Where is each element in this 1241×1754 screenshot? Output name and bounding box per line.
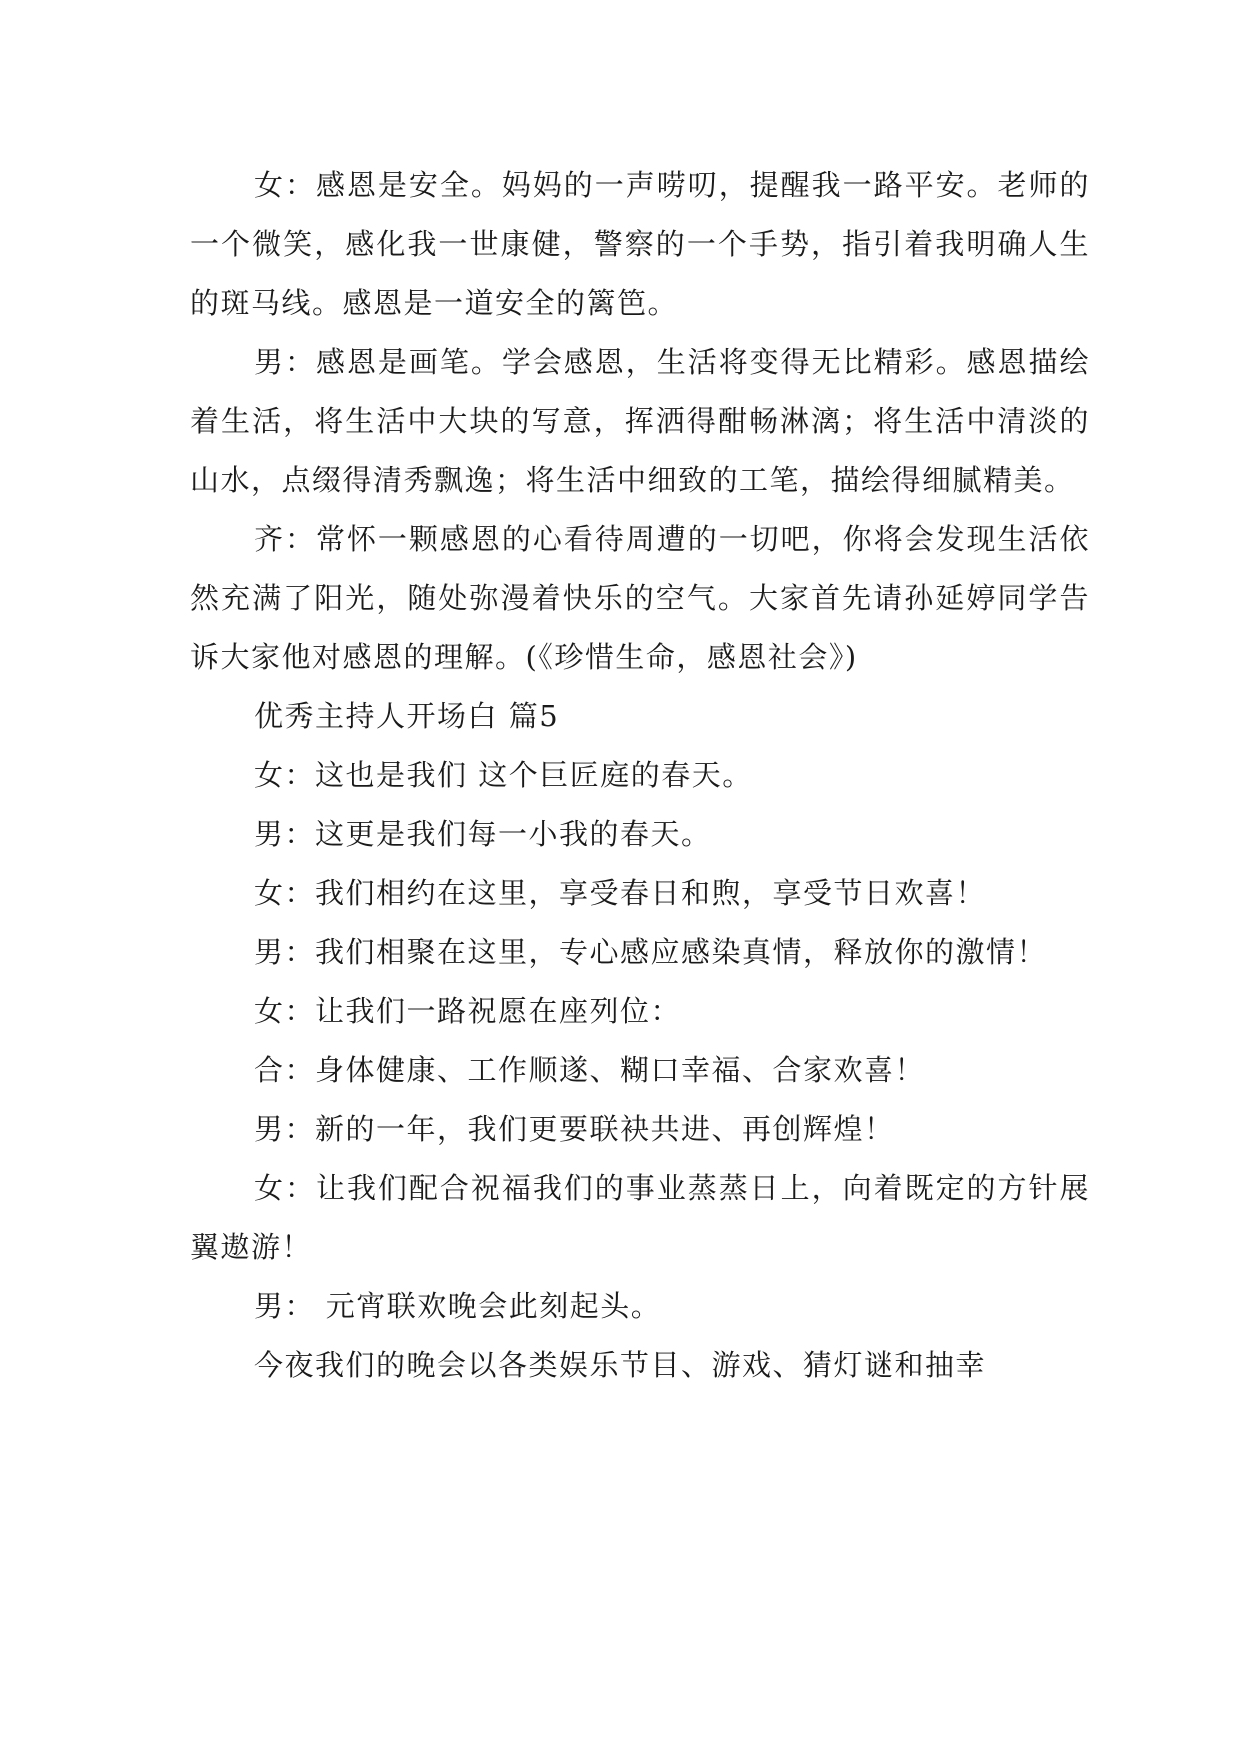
paragraph-3: 齐：常怀一颗感恩的心看待周遭的一切吧，你将会发现生活依然充满了阳光，随处弥漫着快乐的空气。大家首先请孙延婷同学告诉大家他对感恩的理解。(《珍惜生命，感恩社会》) — [190, 522, 1090, 674]
paragraph-6: 男：这更是我们每一小我的春天。 — [254, 817, 712, 851]
paragraph-7: 女：我们相约在这里，享受春日和煦，享受节日欢喜！ — [254, 876, 987, 910]
paragraph-9: 女：让我们一路祝愿在座列位： — [254, 994, 682, 1028]
paragraph-5: 女：这也是我们 这个巨匠庭的春天。 — [254, 758, 753, 792]
paragraph-2: 男：感恩是画笔。学会感恩，生活将变得无比精彩。感恩描绘着生活，将生活中大块的写意，挥洒得酣畅淋漓；将生活中清淡的山水，点缀得清秀飘逸；将生活中细致的工笔，描绘得细腻精美。 — [190, 345, 1090, 497]
paragraph-8: 男：我们相聚在这里，专心感应感染真情，释放你的激情！ — [254, 935, 1048, 969]
paragraph-13: 男： 元宵联欢晚会此刻起头。 — [254, 1289, 662, 1323]
paragraph-10: 合：身体健康、工作顺遂、糊口幸福、合家欢喜！ — [254, 1053, 926, 1087]
paragraph-11: 男：新的一年，我们更要联袂共进、再创辉煌！ — [254, 1112, 895, 1146]
paragraph-1: 女：感恩是安全。妈妈的一声唠叨，提醒我一路平安。老师的一个微笑，感化我一世康健，警察的一个手势，指引着我明确人生的斑马线。感恩是一道安全的篱笆。 — [190, 168, 1090, 320]
paragraph-14: 今夜我们的晚会以各类娱乐节目、游戏、猜灯谜和抽幸 — [254, 1348, 987, 1382]
section-heading: 优秀主持人开场白 篇5 — [254, 699, 560, 733]
paragraph-12: 女：让我们配合祝福我们的事业蒸蒸日上，向着既定的方针展翼遨游！ — [190, 1171, 1090, 1264]
document-body — [190, 156, 1090, 1395]
